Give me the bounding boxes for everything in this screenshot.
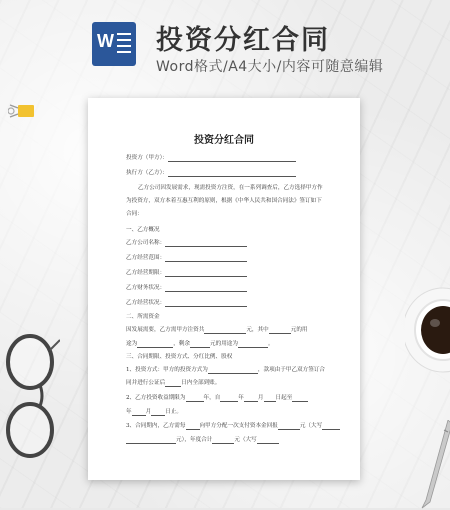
intro-line-2: 为投资方，双方本着互惠互利的原则，根据《中华人民共和国合同法》签订如下 xyxy=(126,198,322,204)
section-1-heading: 一、乙方概况 xyxy=(126,227,160,233)
investment-method-line-2: 同并进行公证后 日内全部到账。 xyxy=(126,380,221,387)
business-scope-line: 乙方经营范围： xyxy=(126,256,247,262)
page-title: 投资分红合同 xyxy=(156,25,330,56)
dividend-line-1: 3、合同期内，乙方需每 向甲方分配一次支付资本金回报 元（大写 xyxy=(126,424,340,430)
operating-term-line: 乙方经营期限： xyxy=(126,271,247,277)
binder-clip-icon xyxy=(8,99,38,123)
coffee-cup-icon xyxy=(405,285,450,375)
finance-status-line: 乙方财务状况： xyxy=(126,286,247,292)
investment-method-line-1: 1、投资方式：甲方的投资方式为 ，款项由于甲乙双方签订合 xyxy=(126,367,326,374)
pen-icon xyxy=(418,420,450,510)
section-3-heading: 三、合同期限、投资方式、分红比例、股权 xyxy=(126,354,233,360)
word-icon-lines xyxy=(117,33,131,57)
dividend-line-2: 元），年度合计 元（大写 xyxy=(126,438,279,444)
party-a-blank xyxy=(168,156,296,162)
word-icon xyxy=(92,22,136,66)
party-b-blank xyxy=(168,171,296,177)
page-subtitle: Word格式/A4大小/内容可随意编辑 xyxy=(156,59,384,75)
document-title: 投资分红合同 xyxy=(194,135,254,146)
return-period-line-1: 2、乙方投资收益期限为 年，自 年 月 日起至 xyxy=(126,396,308,402)
return-period-line-2: 年 月 日止。 xyxy=(126,409,183,416)
funds-line-2: 途为 ，剩余 元的用途为 。 xyxy=(126,341,274,348)
intro-line-1: 乙方公司因发展需求，现需投资方注资，在一系列调查后，乙方选择甲方作 xyxy=(138,185,323,191)
intro-line-3: 合同： xyxy=(126,211,143,217)
section-2-heading: 二、所需资金 xyxy=(126,314,160,320)
funds-line-1: 因发展需要，乙方需甲方注资共 元，其中 元的用 xyxy=(126,327,308,334)
party-b-line: 执行方（乙方）： xyxy=(126,171,296,177)
contract-document xyxy=(88,98,360,480)
eyeglasses-icon xyxy=(0,330,60,465)
party-a-line: 投资方（甲方）： xyxy=(126,156,296,162)
operating-status-line: 乙方经营状况： xyxy=(126,301,247,307)
company-name-line: 乙方公司名称： xyxy=(126,241,247,247)
word-icon-letter: W xyxy=(97,31,114,51)
